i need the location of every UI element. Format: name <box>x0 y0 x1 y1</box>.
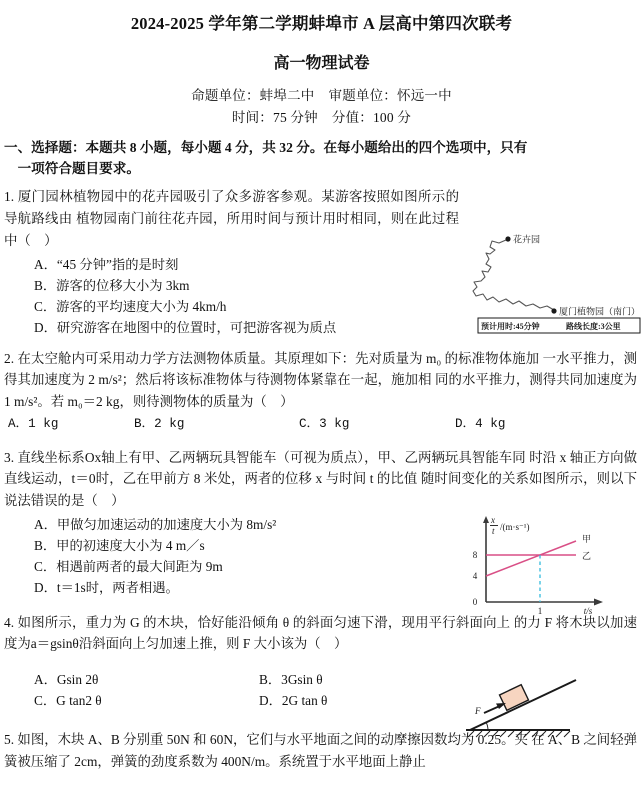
section-heading-line-2: 一项符合题目要求。 <box>17 161 140 177</box>
question-4-stem <box>4 612 637 655</box>
question-4-option-c[interactable]: C．G tan2 θ <box>34 693 102 709</box>
svg-text:x: x <box>491 515 495 525</box>
question-1-number: 1. <box>4 189 15 205</box>
question-3-options <box>4 514 454 598</box>
question-4-stem-line-2: 的力 F 将木块以加速度为a＝gsinθ沿斜面向上匀加速上推，则 F 大小该为（ ） <box>4 614 637 652</box>
question-1-option-c[interactable]: C．游客的平均速度大小为 4km/h <box>34 298 227 314</box>
meta-line-scoring <box>0 108 643 129</box>
force-label-F: F <box>475 706 481 716</box>
question-2-stem-line-1: 在太空舱内可采用动力学方法测物体质量。其原理如下：先对质量为 m₀ 的标准物体施加 <box>17 350 540 366</box>
svg-text:/(m·s⁻¹): /(m·s⁻¹) <box>500 522 530 532</box>
meta-author-unit: 命题单位：蚌埠二中 <box>191 88 315 104</box>
destination-marker-dot <box>505 236 510 241</box>
chart-series-jia-label: 甲 <box>582 534 592 544</box>
question-2-number: 2. <box>4 350 15 366</box>
question-2-stem <box>4 348 637 413</box>
question-1-option-d[interactable]: D．研究游客在地图中的位置时，可把游客视为质点 <box>34 319 337 335</box>
chart-ytick-4: 4 <box>472 571 478 581</box>
exam-page <box>0 13 643 803</box>
question-3-option-d[interactable]: D．t＝1s时，两者相遇。 <box>34 579 179 595</box>
question-5 <box>0 729 643 772</box>
question-4-option-b[interactable]: B．3Gsin θ <box>259 672 323 688</box>
chart-ytick-0: 0 <box>472 597 478 607</box>
question-2-option-d[interactable]: D．4 kg <box>455 416 506 431</box>
chart-y-axis-label <box>490 515 529 536</box>
question-2-option-b[interactable]: B．2 kg <box>134 416 185 431</box>
section-heading-line-1: 一、选择题：本题共 8 小题，每小题 4 分，共 32 分。在每小题给出的四个选项中，只有 <box>4 140 528 156</box>
section-heading <box>0 137 643 179</box>
question-4-option-a[interactable]: A．Gsin 2θ <box>34 672 99 688</box>
question-5-stem <box>4 729 637 772</box>
map-label-origin: 厦门植物园（南门） <box>559 306 641 317</box>
chart-ytick-8: 8 <box>472 550 478 560</box>
question-4-options <box>4 669 474 711</box>
block-on-incline <box>500 685 529 711</box>
chart-xtick-1: 1 <box>537 606 543 616</box>
question-3-option-a[interactable]: A．甲做匀加速运动的加速度大小为 8m/s² <box>34 516 277 532</box>
chart-y-axis-arrow <box>483 516 489 523</box>
question-3-stem-line-2: 时沿 x 轴正方向做直线运动，t＝0时，乙在甲前方 8 米处，两者的位移 x 与时间 t 的比值 <box>4 449 637 487</box>
question-1-stem-line-2: 植物园南门前往花卉园，所用时间与预计用时相同，则在此过程中（ ） <box>4 211 460 248</box>
question-1-option-b[interactable]: B．游客的位移大小为 3km <box>34 277 190 293</box>
chart-x-axis-label: t/s <box>583 606 593 616</box>
question-1-stem-line-1: 厦门园林植物园中的花卉园吸引了众多游客参观。某游客按照如图所示的导航路线由 <box>4 189 459 227</box>
question-4-stem-line-1: 如图所示，重力为 G 的木块，恰好能沿倾角 θ 的斜面匀速下滑，现用平行斜面向上 <box>17 614 511 630</box>
chart-x-axis-arrow <box>594 599 603 606</box>
question-1-option-a[interactable]: A．“45 分钟”指的是时刻 <box>34 256 179 272</box>
question-4-option-d[interactable]: D．2G tan θ <box>259 693 328 709</box>
question-4-number: 4. <box>4 614 15 630</box>
chart-series-jia-line <box>486 541 576 576</box>
question-5-stem-line-1: 如图，木块 A、B 分别重 50N 和 60N，它们与水平地面之间的动摩擦因数均为 0.25。夹 <box>17 732 528 748</box>
question-2-option-a[interactable]: A．1 kg <box>8 416 59 431</box>
origin-marker-dot <box>551 308 556 313</box>
question-1-stem <box>4 186 459 251</box>
page-subtitle: 高一物理试卷 <box>273 55 370 73</box>
meta-total-score: 分值：100 分 <box>331 110 412 126</box>
question-3-stem <box>4 447 637 512</box>
question-2-option-c[interactable]: C．3 kg <box>299 416 350 431</box>
question-2-options <box>4 415 637 435</box>
page-title: 2024-2025 学年第二学期蚌埠市 A 层高中第四次联考 <box>130 14 513 33</box>
question-1-figure-navigation-map <box>466 226 642 338</box>
map-label-destination: 花卉园 <box>513 234 541 245</box>
map-info-time: 预计用时:45分钟 <box>481 322 540 331</box>
svg-text:t: t <box>492 526 495 536</box>
question-2 <box>0 348 643 435</box>
question-5-stem-line-2: 在 A、B 之间轻弹簧被压缩了 2cm，弹簧的劲度系数为 400N/m。系统置于水平地面上静止 <box>4 732 638 769</box>
question-2-stem-line-2: 一水平推力，测得其加速度为 2 m/s²；然后将该标准物体与待测物体紧靠在一起，施加相 <box>4 350 637 388</box>
meta-duration: 时间：75 分钟 <box>231 110 318 126</box>
question-3-number: 3. <box>4 449 15 465</box>
map-info-length: 路线长度:3公里 <box>566 322 621 331</box>
question-3-stem-line-1: 直线坐标系Ox轴上有甲、乙两辆玩具智能车（可视为质点），甲、乙两辆玩具智能车同 <box>17 449 526 465</box>
chart-series-yi-label: 乙 <box>582 551 592 561</box>
question-5-number: 5. <box>4 732 15 748</box>
question-3-option-b[interactable]: B．甲的初速度大小为 4 m／s <box>34 537 205 553</box>
route-polyline <box>473 240 554 310</box>
meta-line-units <box>0 86 643 107</box>
question-3-option-c[interactable]: C．相遇前两者的最大间距为 9m <box>34 558 223 574</box>
question-3-stem-line-3: 随时间变化的关系如图所示，则以下说法错误的是（ ） <box>4 471 637 508</box>
meta-review-unit: 审题单位：怀远一中 <box>328 88 452 104</box>
question-2-stem-line-3: 同的水平推力，测得共同加速度为 1 m/s²。若 m₀＝2 kg，则待测物体的质量为（ ） <box>4 372 637 409</box>
